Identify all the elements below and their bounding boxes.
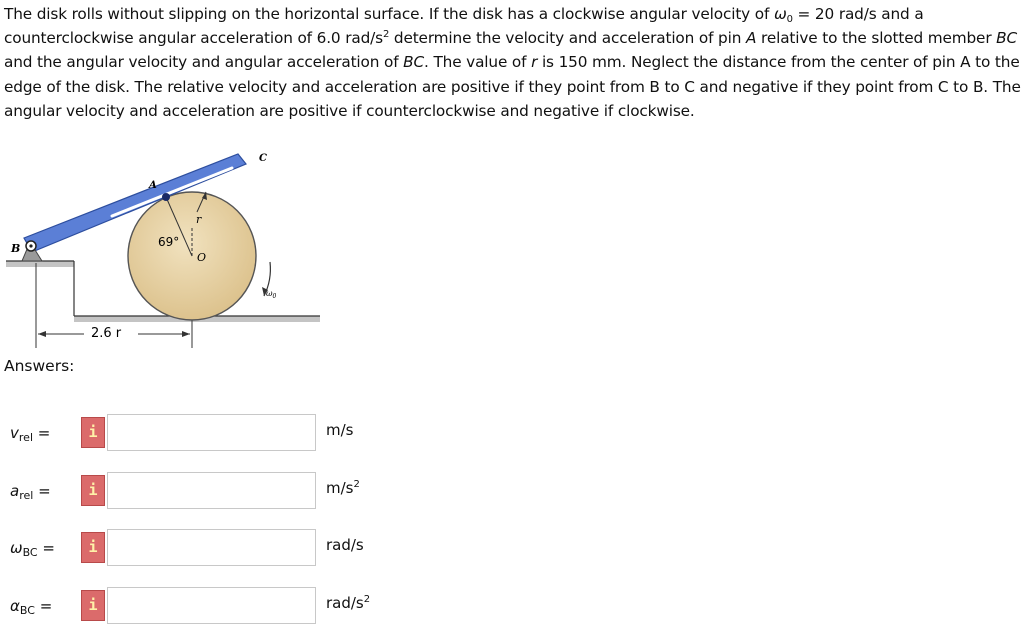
alpha-bc-input[interactable] <box>107 587 316 624</box>
answers-heading: Answers: <box>4 357 75 375</box>
vrel-label: $v_{rel}$ = <box>10 424 51 444</box>
vrel-input[interactable] <box>107 414 316 451</box>
info-icon: i <box>88 481 98 499</box>
dimension-label: 2.6 r <box>91 326 122 341</box>
label-o: O <box>197 251 207 264</box>
info-icon: i <box>88 423 98 441</box>
info-icon: i <box>88 538 98 556</box>
alpha-bc-info-button[interactable] <box>81 590 105 621</box>
label-c: C <box>259 153 267 164</box>
omega-bc-info-button[interactable] <box>81 532 105 563</box>
arel-info-button[interactable] <box>81 475 105 506</box>
info-icon: i <box>88 596 98 614</box>
arel-label: $a_{rel}$ = <box>10 482 51 502</box>
answer-row-vrel <box>0 414 420 452</box>
omega-bc-input[interactable] <box>107 529 316 566</box>
alpha-bc-label: $\alpha_{BC}$ = <box>10 597 53 617</box>
omega-bc-unit: rad/s <box>326 536 364 554</box>
label-a: A <box>149 180 157 191</box>
answer-row-alpha-bc <box>0 587 420 625</box>
mechanism-figure <box>0 120 340 360</box>
problem-statement: The disk rolls without slipping on the horizontal surface. If the disk has a clockwise angular velocity of $\omega_0 = 20$ rad/s and a counterclockwise angular acceleration of 6.0 rad/$s^2$ determine the velocity and acceleration of pin A relative to the slotted member BC and the angular velocity and angular acceleration of BC. The value of r is 150 mm. Neglect the distance from the center of pin A to the edge of the disk. The relative velocity and acceleration are positive if they point from B to C and negative if they point from C to B. The angular velocity and acceleration are positive if counterclockwise and negative if clockwise. <box>4 5 1021 120</box>
alpha-bc-unit: rad/$s^2$ <box>326 594 371 612</box>
answer-row-omega-bc <box>0 529 420 567</box>
arel-unit: $m/s^2$ <box>326 479 360 497</box>
arel-input[interactable] <box>107 472 316 509</box>
angle-label: 69° <box>158 235 180 249</box>
omega-bc-label: $\omega_{BC}$ = <box>10 539 55 559</box>
omega-label: $\omega_0$ <box>266 289 277 300</box>
vrel-info-button[interactable] <box>81 417 105 448</box>
vrel-unit: m/s <box>326 421 354 439</box>
label-r: r <box>196 213 202 226</box>
answer-row-arel <box>0 472 420 510</box>
label-b: B <box>11 242 21 255</box>
